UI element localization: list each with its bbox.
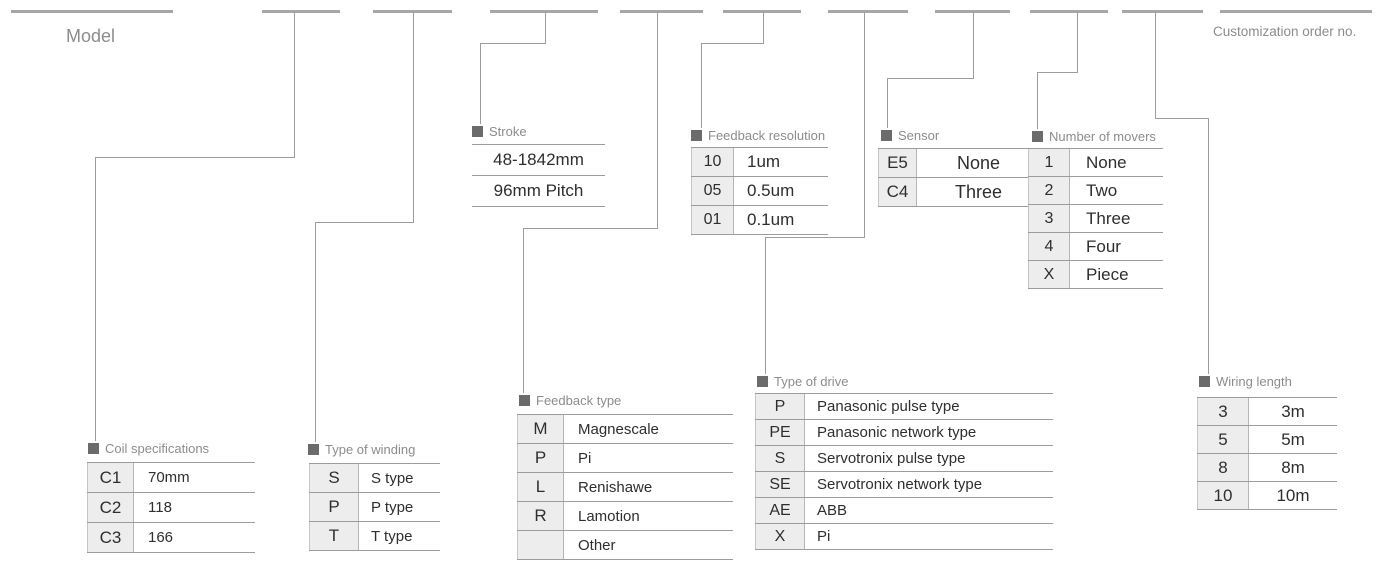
drive-table (755, 393, 1053, 550)
square-bullet-icon (691, 130, 702, 141)
customization-order-label: Customization order no. (1213, 24, 1357, 39)
code-cell: 3 (1028, 205, 1070, 232)
square-bullet-icon (472, 126, 483, 137)
model-code-segment-5 (620, 10, 703, 13)
square-bullet-icon (757, 376, 768, 387)
code-cell: T (309, 522, 359, 550)
table-row (755, 498, 1053, 524)
code-cell: 10 (1197, 482, 1249, 509)
value-cell: Two (1086, 180, 1118, 200)
table-row (878, 178, 1040, 207)
table-row (691, 148, 828, 177)
table-row (517, 502, 733, 531)
code-cell: P (309, 493, 359, 521)
connector-wiring (1208, 118, 1209, 374)
table-row (517, 444, 733, 473)
value-cell: 0.1um (747, 210, 795, 229)
section-drive-header (757, 374, 848, 389)
value-cell: Pi (817, 528, 831, 545)
value-cell: 10m (1276, 485, 1310, 505)
value-cell: 118 (148, 499, 172, 516)
code-cell: M (517, 415, 564, 443)
value-cell: Renishawe (578, 478, 653, 496)
value-cell: Panasonic pulse type (817, 398, 960, 415)
table-row (87, 493, 255, 523)
connector-drive (765, 237, 865, 238)
connector-movers (1037, 72, 1038, 129)
table-row (309, 522, 440, 551)
connector-coil (294, 12, 295, 157)
table-row (691, 177, 828, 206)
section-feedback-resolution-header (691, 128, 825, 143)
connector-winding (413, 12, 414, 222)
connector-sensor (887, 78, 888, 128)
table-row (472, 176, 605, 207)
section-title: Number of movers (1049, 129, 1156, 144)
value-cell: 0.5um (747, 181, 795, 200)
code-cell: E5 (878, 149, 917, 177)
table-row (309, 464, 440, 493)
code-cell: 2 (1028, 177, 1070, 204)
code-cell: P (517, 444, 564, 472)
table-row (1197, 398, 1337, 426)
code-cell: P (755, 394, 805, 419)
section-movers-header (1032, 129, 1156, 144)
value-cell: T type (371, 527, 413, 545)
table-row (87, 463, 255, 493)
value-cell: Panasonic network type (817, 424, 977, 441)
connector-feedback-type (523, 228, 658, 229)
value-cell: Four (1086, 236, 1121, 256)
code-cell: PE (755, 420, 805, 445)
section-stroke-header (472, 124, 527, 139)
section-winding-header (308, 442, 415, 457)
model-code-segment-1 (11, 10, 173, 13)
value-cell: None (956, 152, 1001, 173)
connector-stroke (480, 43, 481, 124)
code-cell: 8 (1197, 454, 1249, 481)
section-sensor-header (881, 128, 939, 143)
model-code-segment-9 (1030, 10, 1108, 13)
table-row (517, 415, 733, 444)
value-cell: ABB (817, 502, 848, 519)
table-row (1028, 177, 1163, 205)
movers-table (1028, 148, 1163, 289)
value-cell: 8m (1281, 457, 1305, 477)
table-row (309, 493, 440, 522)
code-cell: R (517, 502, 564, 530)
value-cell: Three (954, 181, 1003, 202)
table-row (1028, 261, 1163, 289)
square-bullet-icon (1032, 131, 1043, 142)
connector-feedback-resolution (701, 43, 764, 44)
value-cell: 70mm (148, 469, 190, 486)
value-cell: Magnescale (578, 420, 659, 438)
code-cell: 1 (1028, 149, 1070, 176)
table-row (87, 523, 255, 553)
code-cell (517, 531, 564, 559)
section-title: Type of winding (325, 442, 416, 457)
square-bullet-icon (1199, 376, 1210, 387)
model-code-segment-2 (262, 10, 340, 13)
square-bullet-icon (88, 443, 99, 454)
connector-wiring (1155, 12, 1156, 118)
connector-winding (315, 222, 316, 442)
code-cell: C1 (87, 463, 134, 492)
section-title: Coil specifications (105, 441, 210, 456)
code-cell: C3 (87, 523, 134, 552)
code-cell: 01 (691, 206, 734, 234)
square-bullet-icon (881, 130, 892, 141)
connector-sensor (973, 12, 974, 78)
table-row (755, 420, 1053, 446)
feedback-type-table (517, 414, 733, 560)
connector-stroke (545, 12, 546, 43)
model-code-segment-10 (1122, 10, 1203, 13)
value-cell: 1um (747, 152, 781, 171)
code-cell: 05 (691, 177, 734, 205)
value-cell: 5m (1281, 429, 1305, 449)
section-title: Stroke (489, 124, 527, 139)
table-row (755, 394, 1053, 420)
connector-sensor (887, 78, 974, 79)
code-cell: 4 (1028, 233, 1070, 260)
table-row (472, 145, 605, 176)
wiring-table (1197, 397, 1337, 510)
table-row (517, 531, 733, 560)
table-row (755, 524, 1053, 550)
value-cell: S type (371, 469, 414, 487)
section-wiring-header (1199, 374, 1292, 389)
value-cell: P type (371, 498, 414, 516)
value-cell: Other (578, 536, 616, 554)
value-cell: 166 (148, 529, 174, 546)
model-code-segment-11 (1220, 10, 1372, 13)
connector-feedback-type (523, 228, 524, 393)
value-cell: 96mm Pitch (493, 181, 584, 200)
table-row (1028, 205, 1163, 233)
section-title: Feedback type (536, 393, 622, 408)
section-title: Wiring length (1216, 374, 1292, 389)
section-title: Feedback resolution (708, 128, 826, 143)
code-cell: SE (755, 472, 805, 497)
square-bullet-icon (519, 395, 530, 406)
section-coil-header (88, 441, 209, 456)
connector-movers (1037, 72, 1078, 73)
coil-table (87, 462, 255, 553)
feedback-resolution-table (691, 147, 828, 235)
connector-wiring (1155, 118, 1208, 119)
table-row (517, 473, 733, 502)
code-cell: 10 (691, 148, 734, 176)
model-code-segment-4 (490, 10, 598, 13)
connector-drive (765, 237, 766, 374)
model-label: Model (66, 26, 116, 46)
table-row (1028, 149, 1163, 177)
connector-coil (95, 157, 96, 441)
connector-feedback-resolution (701, 43, 702, 128)
value-cell: Lamotion (578, 507, 640, 525)
code-cell: 5 (1197, 426, 1249, 453)
table-row (1197, 482, 1337, 510)
code-cell: C2 (87, 493, 134, 522)
table-row (1197, 454, 1337, 482)
table-row (878, 149, 1040, 178)
section-feedback-type-header (519, 393, 621, 408)
connector-stroke (480, 43, 546, 44)
code-cell: S (309, 464, 359, 492)
connector-feedback-resolution (763, 12, 764, 43)
table-row (1197, 426, 1337, 454)
code-cell: L (517, 473, 564, 501)
section-title: Type of drive (774, 374, 849, 389)
connector-feedback-type (657, 12, 658, 228)
model-code-segment-7 (828, 10, 908, 13)
stroke-table (472, 144, 605, 207)
code-cell: X (755, 524, 805, 549)
table-row (755, 446, 1053, 472)
winding-table (309, 463, 440, 551)
table-row (691, 206, 828, 235)
section-title: Sensor (898, 128, 940, 143)
code-cell: X (1028, 261, 1070, 288)
connector-coil (95, 157, 295, 158)
model-code-segment-6 (723, 10, 801, 13)
connector-winding (315, 222, 414, 223)
code-cell: C4 (878, 178, 917, 206)
connector-movers (1077, 12, 1078, 72)
value-cell: Servotronix pulse type (817, 450, 966, 467)
value-cell: 48-1842mm (493, 150, 584, 169)
connector-drive (864, 12, 865, 237)
value-cell: Pi (578, 449, 592, 467)
code-cell: S (755, 446, 805, 471)
sensor-table (878, 148, 1040, 207)
value-cell: None (1086, 152, 1127, 172)
table-row (1028, 233, 1163, 261)
value-cell: Three (1086, 208, 1131, 228)
value-cell: Servotronix network type (817, 476, 983, 493)
value-cell: 3m (1281, 401, 1305, 421)
square-bullet-icon (308, 444, 319, 455)
code-cell: AE (755, 498, 805, 523)
value-cell: Piece (1086, 264, 1129, 284)
table-row (755, 472, 1053, 498)
code-cell: 3 (1197, 398, 1249, 425)
